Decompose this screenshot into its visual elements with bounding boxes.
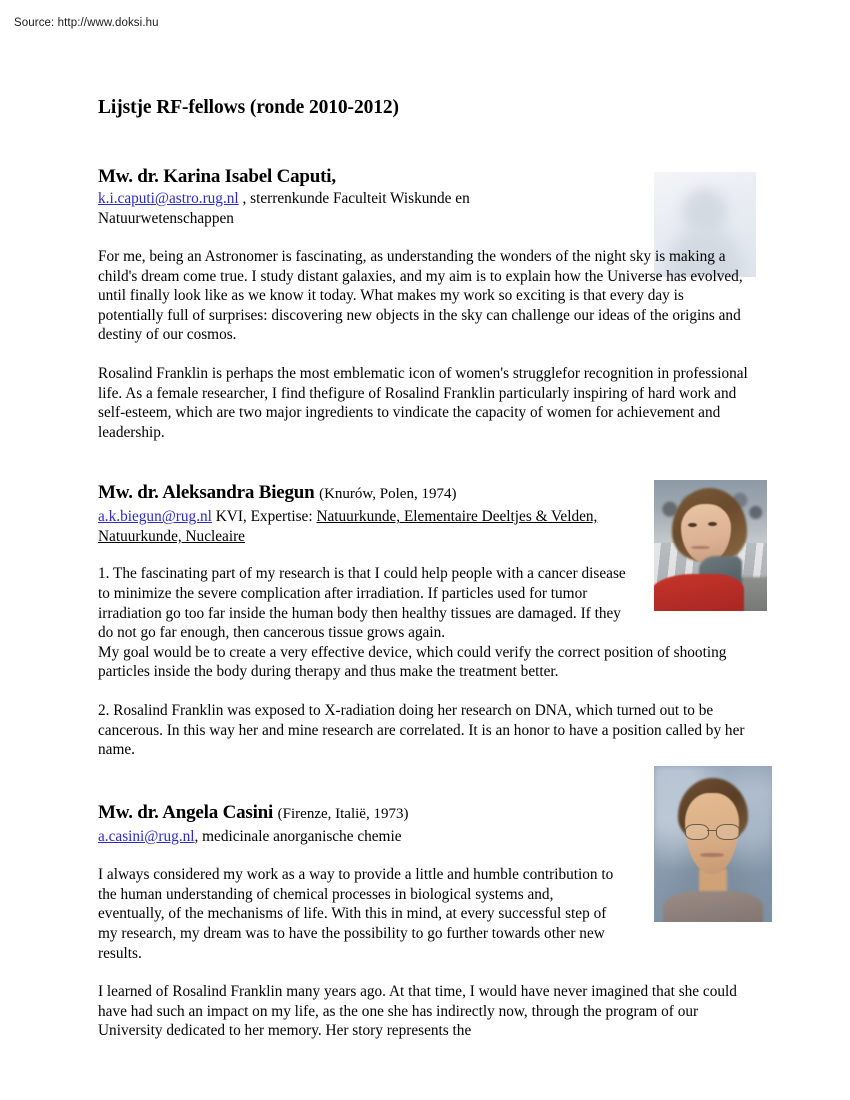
profile-paragraph: For me, being an Astronomer is fascinating, as understanding the wonders of the night sky is making a child's dream come true. I study distant galaxies, and my aim is to explain how the Universe has evolved, until finally look like as we know it today. What makes my work so exciting is that every day is potentially full of surprises: discovering new objects in the sky can challenge our ideas of the origins and destiny of our cosmos. bbox=[98, 248, 743, 344]
profile-name-biegun bbox=[98, 480, 746, 507]
profile-birth-info: (Firenze, Italië, 1973) bbox=[277, 805, 409, 822]
profile-expertise: Natuurkunde, Elementaire Deeltjes & Velden, Natuurkunde, Nucleaire bbox=[98, 508, 598, 545]
profile-paragraph: My goal would be to create a very effective device, which could verify the correct position of shooting particles inside the body during therapy and thus make the treatment better. bbox=[98, 643, 727, 681]
document-body bbox=[98, 96, 746, 1041]
profile-paragraph: I learned of Rosalind Franklin many years ago. At that time, I would have never imagined that she could have had such an impact on my life, as the one she has indirectly now, through the program of our University dedicated to her memory. Her story represents the bbox=[98, 983, 737, 1040]
profile-fullname: Mw. dr. Angela Casini bbox=[98, 801, 274, 823]
profile-biegun bbox=[98, 480, 746, 759]
page-title: Lijstje RF-fellows (ronde 2010-2012) bbox=[98, 97, 399, 118]
profile-affiliation: , medicinale anorganische chemie bbox=[194, 827, 402, 845]
profile-affiliation: , sterrenkunde Faculteit Wiskunde en Natuurwetenschappen bbox=[98, 190, 470, 227]
profile-casini bbox=[98, 800, 746, 1041]
profile-meta-caputi bbox=[98, 189, 568, 228]
profile-fullname: Mw. dr. Karina Isabel Caputi, bbox=[98, 166, 336, 187]
profile-affiliation: KVI, Expertise: bbox=[211, 508, 317, 526]
profile-name-casini bbox=[98, 800, 746, 827]
profile-paragraph: Rosalind Franklin is perhaps the most emblematic icon of women's strugglefor recognition in professional life. As a female researcher, I find thefigure of Rosalind Franklin particularly inspiring of hard work and self-esteem, which are two major ingredients to vindicate the capacity of women for achievement and leadership. bbox=[98, 364, 748, 441]
email-link-caputi[interactable]: k.i.caputi@astro.rug.nl bbox=[98, 190, 239, 207]
profile-birth-info: (Knurów, Polen, 1974) bbox=[319, 486, 457, 503]
profile-name-caputi bbox=[98, 164, 746, 189]
profile-caputi bbox=[98, 164, 746, 442]
email-link-casini[interactable]: a.casini@rug.nl bbox=[98, 827, 195, 845]
profile-meta-biegun bbox=[98, 507, 598, 546]
email-link-biegun[interactable]: a.k.biegun@rug.nl bbox=[98, 508, 212, 526]
profile-meta-casini bbox=[98, 827, 598, 847]
profile-paragraph: I always considered my work as a way to provide a little and humble contribution to the human understanding of chemical processes in biological systems and, eventually, of the mechanisms of life. With this in mind, at every successful step of my research, my dream was to have the possibility to go further towards other new results. bbox=[98, 866, 614, 962]
profile-paragraph: 1. The fascinating part of my research is that I could help people with a cancer disease to minimize the severe complication after irradiation. If particles used for tumor irradiation go too far inside the human body then healthy tissues are damaged. If they do not go far enough, then cancerous tissue grows again. bbox=[98, 565, 626, 642]
profile-fullname: Mw. dr. Aleksandra Biegun bbox=[98, 482, 315, 504]
profile-paragraph: 2. Rosalind Franklin was exposed to X-radiation doing her research on DNA, which turned out to be cancerous. In this way her and mine research are correlated. It is an honor to have a position called by her name. bbox=[98, 701, 745, 759]
source-watermark: Source: http://www.doksi.hu bbox=[14, 17, 159, 29]
